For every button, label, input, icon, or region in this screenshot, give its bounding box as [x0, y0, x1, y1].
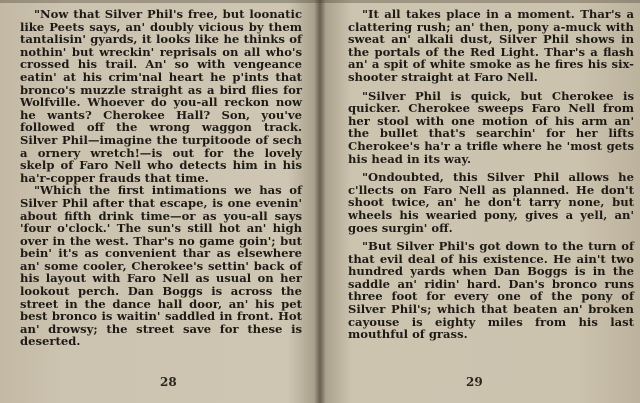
page-number: 28: [160, 375, 177, 389]
page-number: 29: [466, 375, 483, 389]
paragraph: "But Silver Phil's got down to the turn of that evil deal of his existence. He ain't two hundred yards when Dan Boggs is in the saddle an' ridin' hard. Dan's bronco runs three foot for every one of the pony of Silver Phil's; which that beaten an' broken cayouse is eighty miles from his last mouthful of grass.: [348, 239, 634, 342]
paragraph: "It all takes place in a moment. Thar's a clattering rush; an' then, pony a-muck with sweat an' alkali dust, Silver Phil shows in the portals of the Red Light. Thar's a flash an' a spit of white smoke as he fires his six-shooter straight at Faro Nell.: [348, 7, 634, 84]
paragraph: "Ondoubted, this Silver Phil allows he c'llects on Faro Nell as planned. He don't shoot twice, an' he don't tarry none, but wheels his wearied pony, gives a yell, an' goes surgin' off.: [348, 170, 634, 235]
paragraph: "Now that Silver Phil's free, but loonatic like Peets says, an' doubly vicious by them tantalisin' gyards, it looks like he thinks of nothin' but wreckin' reprisals on all who's crossed his trail. An' so with vengeance eatin' at his crim'nal heart he p'ints that bronco's muzzle straight as a bird flies for Wolfville. Whoever do you-all reckon now he wants? Cherokee Hall? Son, you've followed off the wrong waggon track. Silver Phil—imagine the turpitoode of sech a ornery wretch!—is out for the lovely skelp of Faro Nell who detects him in his ha'r-copper frauds that time.: [20, 7, 302, 185]
left-page: [0, 0, 318, 403]
right-page-text: [348, 8, 634, 341]
left-page-text: [20, 8, 302, 348]
right-page: [322, 0, 640, 403]
paragraph: "Which the first intimations we has of Silver Phil after that escape, is one evenin' about fifth drink time—or as you-all says 'four o'clock.' The sun's still hot an' high over in the west. Thar's no game goin'; but bein' it's as convenient thar as elsewhere an' some cooler, Cherokee's settin' back of his layout with Faro Nell as usual on her lookout perch. Dan Boggs is across the street in the dance hall door, an' his pet best bronco is waitin' saddled in front. Hot an' drowsy; the street save for these is deserted.: [20, 183, 302, 349]
paragraph: "Silver Phil is quick, but Cherokee is quicker. Cherokee sweeps Faro Nell from her stool with one motion of his arm an' the bullet that's searchin' for her lifts Cherokee's ha'r a trifle where he 'most gets his head in its way.: [348, 88, 634, 166]
